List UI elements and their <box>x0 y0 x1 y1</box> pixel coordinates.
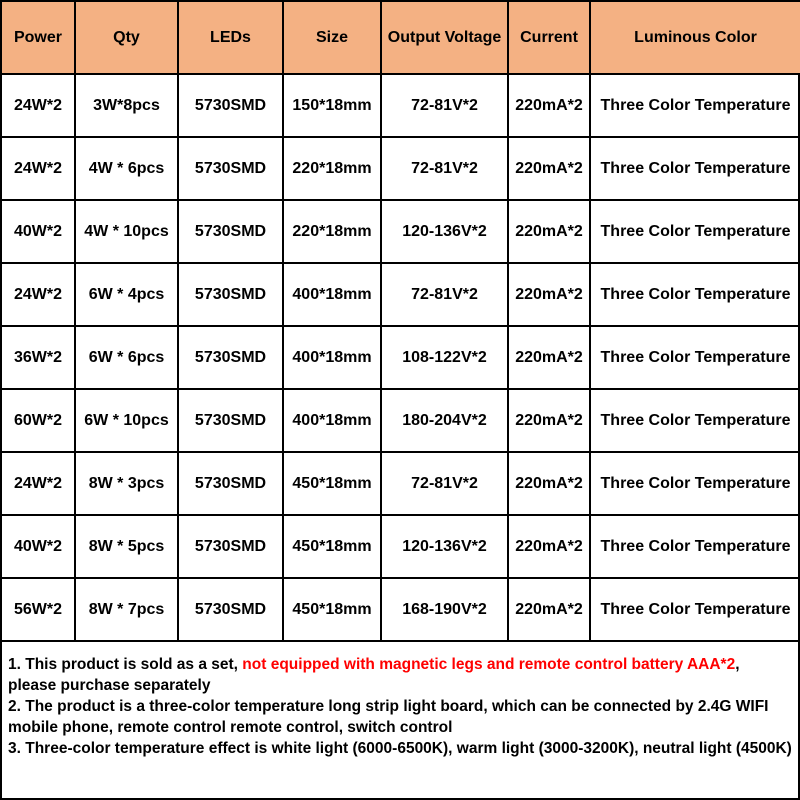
table-row <box>1 326 800 389</box>
cell-qty: 6W * 4pcs <box>75 263 178 326</box>
cell-output-voltage: 72-81V*2 <box>381 452 508 515</box>
cell-leds: 5730SMD <box>178 326 283 389</box>
cell-power: 24W*2 <box>1 74 75 137</box>
cell-luminous-color: Three Color Temperature <box>590 263 800 326</box>
cell-power: 36W*2 <box>1 326 75 389</box>
table-row <box>1 389 800 452</box>
cell-power: 24W*2 <box>1 452 75 515</box>
cell-size: 450*18mm <box>283 515 381 578</box>
header-leds: LEDs <box>178 1 283 74</box>
cell-output-voltage: 180-204V*2 <box>381 389 508 452</box>
cell-size: 400*18mm <box>283 263 381 326</box>
cell-size: 450*18mm <box>283 452 381 515</box>
cell-leds: 5730SMD <box>178 74 283 137</box>
cell-size: 400*18mm <box>283 326 381 389</box>
cell-current: 220mA*2 <box>508 74 590 137</box>
cell-current: 220mA*2 <box>508 263 590 326</box>
table-header-row <box>1 1 800 74</box>
cell-current: 220mA*2 <box>508 515 590 578</box>
header-power: Power <box>1 1 75 74</box>
cell-output-voltage: 108-122V*2 <box>381 326 508 389</box>
cell-qty: 8W * 7pcs <box>75 578 178 641</box>
cell-power: 40W*2 <box>1 515 75 578</box>
cell-luminous-color: Three Color Temperature <box>590 578 800 641</box>
cell-luminous-color: Three Color Temperature <box>590 326 800 389</box>
cell-current: 220mA*2 <box>508 137 590 200</box>
cell-size: 150*18mm <box>283 74 381 137</box>
cell-qty: 8W * 3pcs <box>75 452 178 515</box>
note-2: 2. The product is a three-color temperature long strip light board, which can be connected by 2.4G WIFI mobile phone, remote control remote control, switch control <box>8 698 769 736</box>
header-output-voltage: Output Voltage <box>381 1 508 74</box>
header-current: Current <box>508 1 590 74</box>
table-row <box>1 200 800 263</box>
cell-current: 220mA*2 <box>508 389 590 452</box>
cell-leds: 5730SMD <box>178 389 283 452</box>
cell-output-voltage: 168-190V*2 <box>381 578 508 641</box>
cell-output-voltage: 72-81V*2 <box>381 74 508 137</box>
cell-power: 40W*2 <box>1 200 75 263</box>
cell-luminous-color: Three Color Temperature <box>590 74 800 137</box>
cell-qty: 3W*8pcs <box>75 74 178 137</box>
cell-luminous-color: Three Color Temperature <box>590 137 800 200</box>
cell-leds: 5730SMD <box>178 452 283 515</box>
cell-luminous-color: Three Color Temperature <box>590 389 800 452</box>
cell-output-voltage: 72-81V*2 <box>381 263 508 326</box>
note-1-text: 1. This product is sold as a set, <box>8 656 243 673</box>
header-luminous-color: Luminous Color <box>590 1 800 74</box>
table-row <box>1 263 800 326</box>
cell-leds: 5730SMD <box>178 200 283 263</box>
cell-leds: 5730SMD <box>178 515 283 578</box>
header-size: Size <box>283 1 381 74</box>
note-1-suffix: , please purchase separately <box>8 656 740 694</box>
cell-qty: 4W * 6pcs <box>75 137 178 200</box>
table-row <box>1 452 800 515</box>
cell-output-voltage: 120-136V*2 <box>381 515 508 578</box>
table-row <box>1 74 800 137</box>
cell-leds: 5730SMD <box>178 137 283 200</box>
cell-size: 450*18mm <box>283 578 381 641</box>
table-row <box>1 515 800 578</box>
note-1 <box>8 654 792 696</box>
note-1-warning: not equipped with magnetic legs and remote control battery AAA*2 <box>242 656 736 673</box>
cell-luminous-color: Three Color Temperature <box>590 452 800 515</box>
cell-power: 24W*2 <box>1 137 75 200</box>
note-3: 3. Three-color temperature effect is white light (6000-6500K), warm light (3000-3200K), neutral light (4500K) <box>8 740 792 757</box>
cell-leds: 5730SMD <box>178 263 283 326</box>
cell-power: 56W*2 <box>1 578 75 641</box>
cell-current: 220mA*2 <box>508 326 590 389</box>
cell-current: 220mA*2 <box>508 200 590 263</box>
cell-qty: 4W * 10pcs <box>75 200 178 263</box>
cell-power: 24W*2 <box>1 263 75 326</box>
cell-qty: 6W * 10pcs <box>75 389 178 452</box>
cell-current: 220mA*2 <box>508 452 590 515</box>
cell-qty: 6W * 6pcs <box>75 326 178 389</box>
header-qty: Qty <box>75 1 178 74</box>
cell-output-voltage: 120-136V*2 <box>381 200 508 263</box>
cell-leds: 5730SMD <box>178 578 283 641</box>
cell-luminous-color: Three Color Temperature <box>590 200 800 263</box>
cell-size: 220*18mm <box>283 200 381 263</box>
cell-luminous-color: Three Color Temperature <box>590 515 800 578</box>
cell-qty: 8W * 5pcs <box>75 515 178 578</box>
cell-current: 220mA*2 <box>508 578 590 641</box>
table-row <box>1 137 800 200</box>
cell-size: 220*18mm <box>283 137 381 200</box>
cell-size: 400*18mm <box>283 389 381 452</box>
cell-power: 60W*2 <box>1 389 75 452</box>
notes-section <box>0 642 800 800</box>
table-row <box>1 578 800 641</box>
cell-output-voltage: 72-81V*2 <box>381 137 508 200</box>
